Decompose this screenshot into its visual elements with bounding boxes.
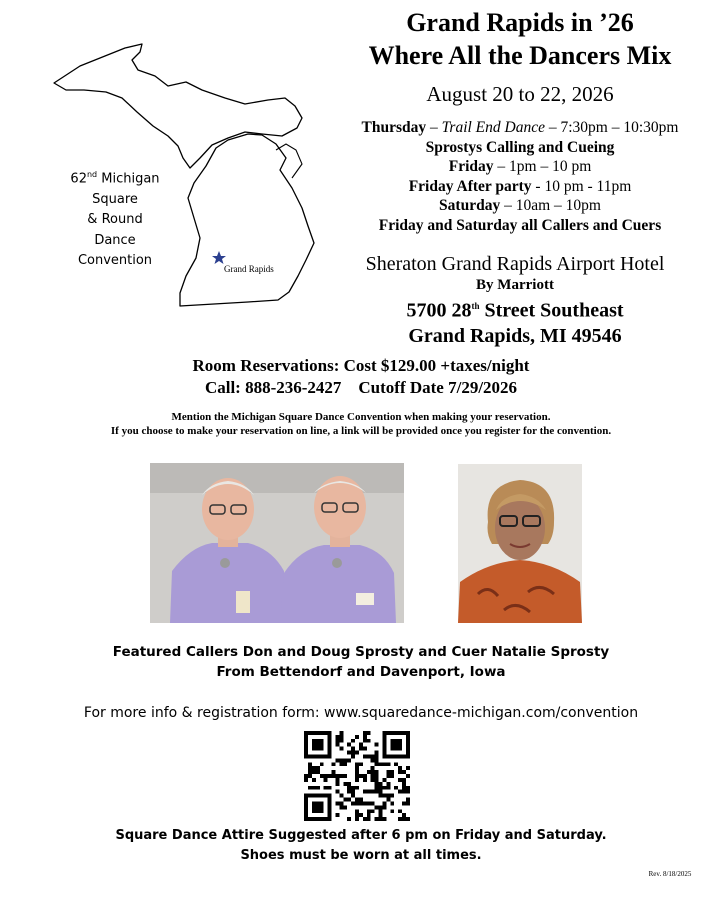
registration-info-link[interactable]: For more info & registration form: www.squaredance-michigan.com/convention: [83, 705, 639, 721]
grand-rapids-map-label: Grand Rapids: [224, 264, 274, 274]
convention-label: [60, 165, 170, 272]
registration-qr-code[interactable]: [303, 731, 411, 821]
hotel-info: [325, 252, 705, 349]
featured-line1: Featured Callers Don and Doug Sprosty and Cuer Natalie Sprosty: [112, 644, 610, 660]
attire-line1: Square Dance Attire Suggested after 6 pm on Friday and Saturday.: [115, 828, 607, 843]
event-dates: August 20 to 22, 2026: [426, 82, 614, 106]
room-call-line: [0, 377, 722, 399]
schedule-friday: Friday – 1pm – 10 pm: [448, 158, 592, 175]
convention-line3: & Round: [87, 212, 143, 228]
cuer-photo: [458, 464, 582, 623]
callers-photo: [150, 463, 404, 623]
convention-line4: Dance: [94, 232, 136, 248]
hotel-name: Sheraton Grand Rapids Airport Hotel: [365, 253, 665, 275]
michigan-upper-peninsula-outline: [54, 44, 302, 168]
attire-notice: [0, 826, 722, 866]
schedule-all-callers: Friday and Saturday all Callers and Cuers: [378, 216, 662, 234]
schedule-saturday: Saturday – 10am – 10pm: [439, 197, 601, 214]
grand-rapids-star-icon: [212, 251, 226, 264]
room-cutoff: Cutoff Date 7/29/2026: [358, 378, 518, 397]
title-line2: Where All the Dancers Mix: [368, 41, 672, 70]
convention-line2: Square: [92, 191, 138, 207]
schedule-afterparty: Friday After party - 10 pm - 11pm: [408, 177, 632, 195]
title-line1: Grand Rapids in ’26: [406, 8, 634, 37]
schedule: [320, 118, 720, 235]
revision-date: Rev. 8/18/2025: [648, 870, 692, 878]
featured-callers: [0, 642, 722, 682]
convention-line1: 62nd Michigan: [70, 170, 160, 187]
convention-line5: Convention: [77, 253, 153, 269]
room-reservations: [0, 355, 722, 399]
schedule-sprostys: Sprostys Calling and Cueing: [425, 138, 615, 156]
note-line1: Mention the Michigan Square Dance Convention when making your reservation.: [171, 411, 551, 423]
room-phone: Call: 888-236-2427: [204, 378, 342, 397]
room-cost: Room Reservations: Cost $129.00 +taxes/night: [192, 356, 530, 375]
schedule-thursday: Thursday – Trail End Dance – 7:30pm – 10:30pm: [361, 119, 679, 136]
michigan-lower-peninsula-outline: [180, 134, 314, 306]
hotel-city: Grand Rapids, MI 49546: [408, 324, 622, 347]
hotel-street: 5700 28th Street Southeast: [406, 299, 624, 322]
attire-line2: Shoes must be worn at all times.: [240, 848, 482, 863]
featured-line2: From Bettendorf and Davenport, Iowa: [216, 664, 506, 680]
note-line2: If you choose to make your reservation on line, a link will be provided once you register for the convention.: [110, 425, 612, 437]
hotel-brand: By Marriott: [476, 277, 554, 293]
reservation-notes: [0, 410, 722, 438]
